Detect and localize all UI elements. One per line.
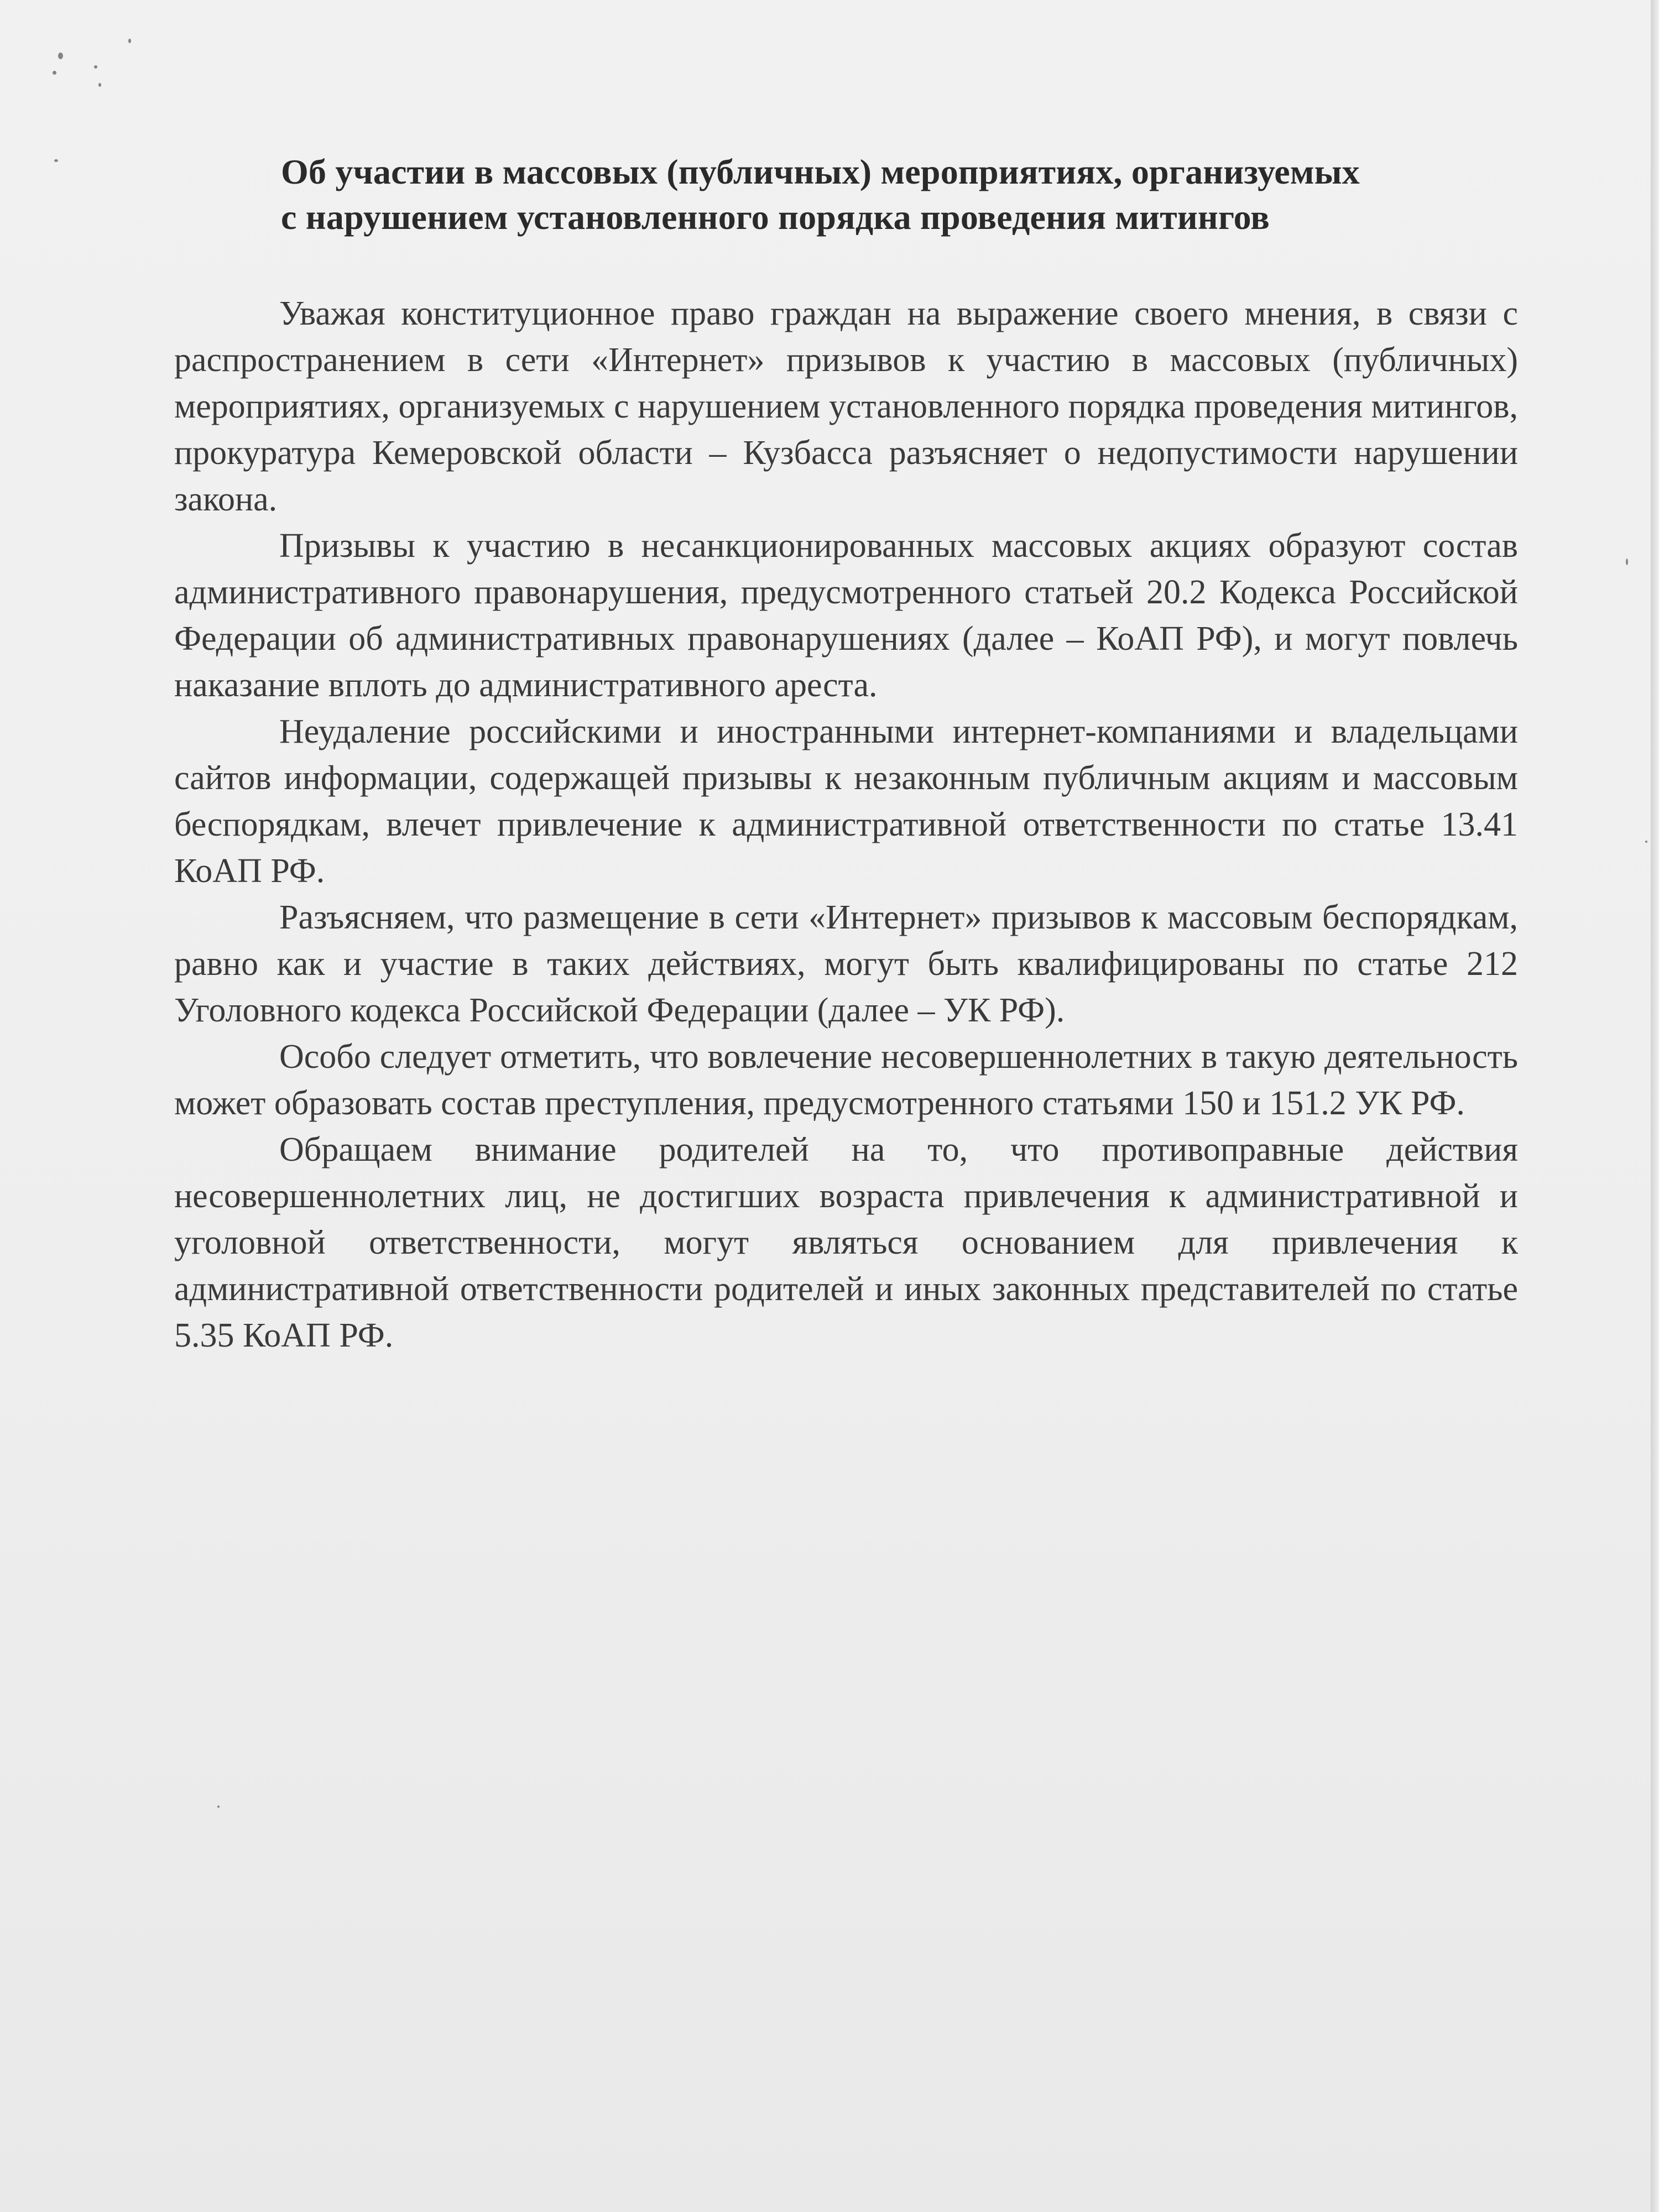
paragraph-article-212: Разъясняем, что размещение в сети «Интернет» призывов к массовым беспорядкам, равно как и участие в таких действиях, могут быть квалифицированы по статье 212 Уголовного кодекса Российской Федерации (далее – УК РФ). <box>174 899 1518 1029</box>
paper-speck <box>1645 841 1647 843</box>
paper-speck <box>53 71 56 75</box>
document-body <box>174 290 1518 1359</box>
paper-speck <box>94 65 97 69</box>
paragraph-minors: Особо следует отметить, что вовлечение несовершеннолетних в такую деятельность может образовать состав преступления, предусмотренного статьями 150 и 151.2 УК РФ. <box>174 1038 1518 1122</box>
paper-speck <box>217 1806 220 1808</box>
paragraph-parents: Обращаем внимание родителей на то, что противоправные действия несовершеннолетних лиц, не достигших возраста привлечения к административной и уголовной ответственности, могут являться основанием для привлечения к административной ответственности родителей и иных законных представителей по статье 5.35 КоАП РФ. <box>174 1131 1518 1354</box>
paper-speck <box>1626 559 1628 565</box>
paragraph-article-20-2: Призывы к участию в несанкционированных массовых акциях образуют состав административного правонарушения, предусмотренного статьей 20.2 Кодекса Российской Федерации об административных правонарушениях (далее – КоАП РФ), и могут повлечь наказание вплоть до административного ареста. <box>174 527 1518 704</box>
paragraph-article-13-41: Неудаление российскими и иностранными интернет-компаниями и владельцами сайтов информации, содержащей призывы к незаконным публичным акциям и массовым беспорядкам, влечет привлечение к административной ответственности по статье 13.41 КоАП РФ. <box>174 713 1518 890</box>
page-edge-shadow <box>1651 0 1659 2212</box>
paper-speck <box>54 159 58 162</box>
paper-speck <box>58 53 63 59</box>
document-title <box>281 149 1525 240</box>
paragraph-right-to-opinion: Уважая конституционное право граждан на выражение своего мнения, в связи с распространением в сети «Интернет» призывов к участию в массовых (публичных) мероприятиях, организуемых с нарушением установленного порядка проведения митингов, прокуратура Кемеровской области – Кузбасса разъясняет о недопустимости нарушении закона. <box>174 295 1518 518</box>
title-line: Об участии в массовых (публичных) мероприятиях, организуемых <box>281 152 1360 191</box>
paper-speck <box>98 83 101 87</box>
paper-speck <box>128 39 131 43</box>
title-line: с нарушением установленного порядка проведения митингов <box>281 197 1270 237</box>
